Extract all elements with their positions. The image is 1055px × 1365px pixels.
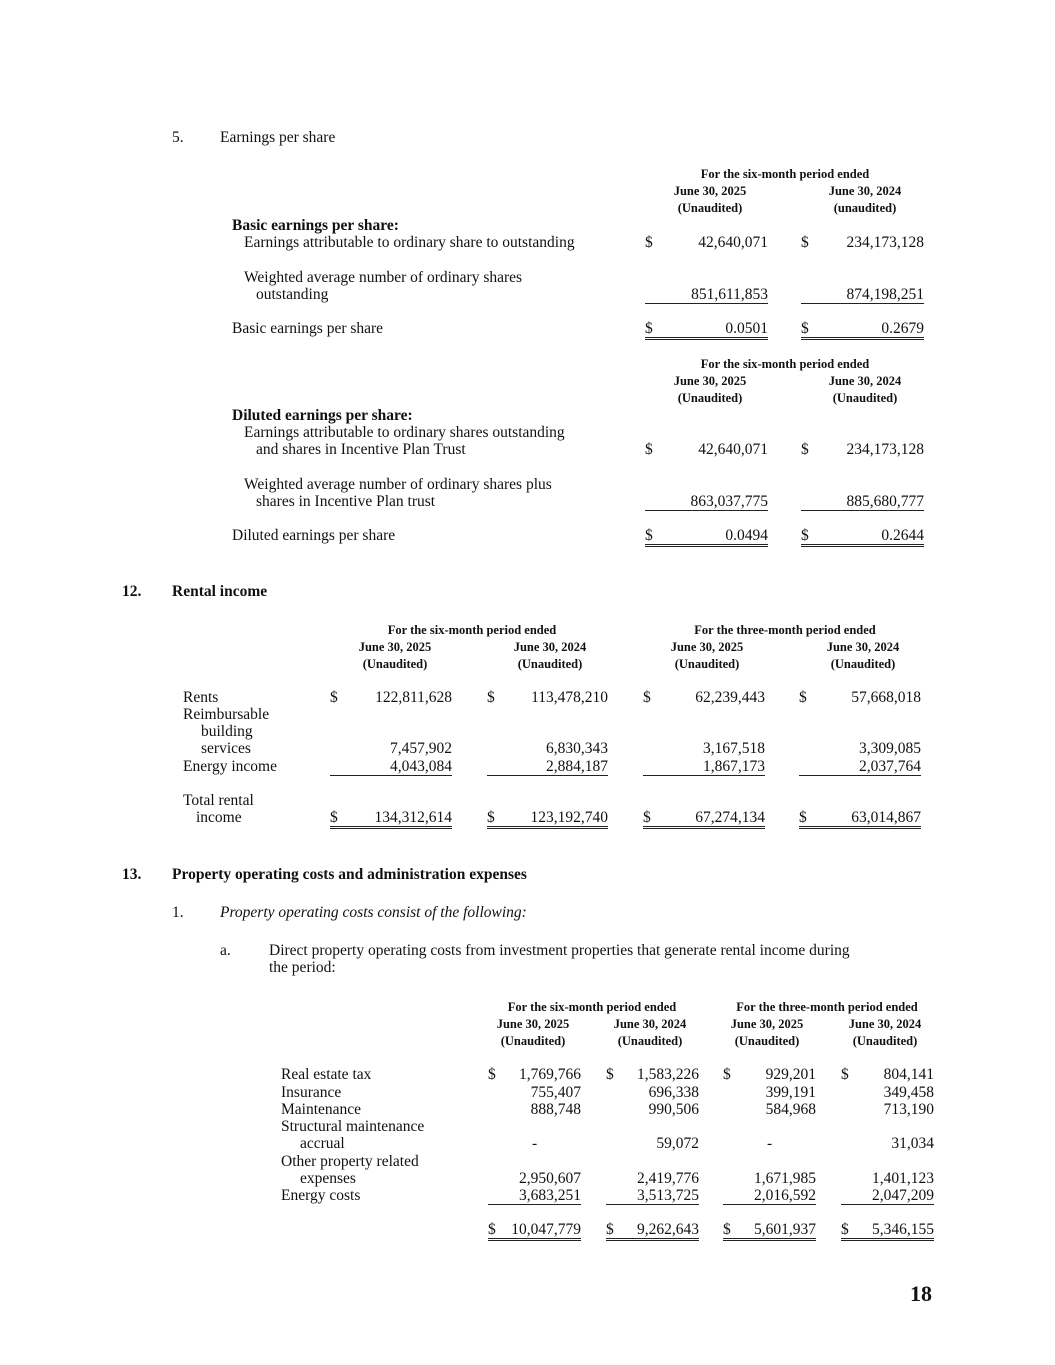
eps-diluted-shares-2024: 885,680,777 [801,493,924,511]
eps-diluted-eps-2024-cell [801,527,924,547]
eps-basic-earnings-2024: 234,173,128 [846,234,924,251]
eps-basic-period-header: For the six-month period ended [700,167,870,181]
eps-diluted-col2-date: June 30, 2024 [828,374,902,388]
rental-group1-header: For the six-month period ended [387,623,557,637]
eps-diluted-col2-status: (Unaudited) [832,391,898,405]
opcosts-total-c2: 9,262,643 [637,1221,699,1238]
eps-diluted-earnings-label-line2: and shares in Incentive Plan Trust [256,441,466,458]
eps-diluted-col1-date: June 30, 2025 [673,374,747,388]
rental-total-label-line2: income [196,809,242,826]
opcosts-item-text-line1: Direct property operating costs from investment properties that generate rental income during [269,942,850,959]
currency-symbol: $ [330,809,338,826]
opcosts-structural-label-line2: accrual [300,1135,345,1152]
rental-c3-date: June 30, 2025 [670,640,744,654]
eps-basic-col2-status: (unaudited) [833,201,897,215]
rental-section-title: Rental income [172,583,268,600]
eps-basic-col1-status: (Unaudited) [677,201,743,215]
rental-total-label-line1: Total rental [183,792,254,809]
currency-symbol: $ [799,809,807,826]
currency-symbol: $ [801,320,809,337]
rental-total-c2: 123,192,740 [530,809,608,826]
rental-total-c1-cell [330,809,452,829]
eps-diluted-period-header: For the six-month period ended [700,357,870,371]
currency-symbol: $ [330,689,338,706]
rental-c2-status: (Unaudited) [517,657,583,671]
opcosts-insurance-c1: 755,407 [530,1084,581,1101]
opcosts-total-c2-cell [606,1221,699,1241]
opcosts-c4-date: June 30, 2024 [848,1017,922,1031]
opcosts-maintenance-c4: 713,190 [883,1101,934,1118]
currency-symbol: $ [643,689,651,706]
opcosts-structural-c2: 59,072 [656,1135,699,1152]
eps-basic-earnings-2025: 42,640,071 [698,234,768,251]
currency-symbol: $ [487,809,495,826]
rental-c4-status: (Unaudited) [830,657,896,671]
rental-section-number: 12. [122,583,142,600]
opcosts-c3-status: (Unaudited) [734,1034,800,1048]
rental-c3-status: (Unaudited) [674,657,740,671]
rental-c1-status: (Unaudited) [362,657,428,671]
opcosts-tax-c3: 929,201 [765,1066,816,1083]
eps-diluted-shares-label-line1: Weighted average number of ordinary shares plus [244,476,552,493]
opcosts-maintenance-c1: 888,748 [530,1101,581,1118]
eps-basic-col2-date: June 30, 2024 [828,184,902,198]
eps-diluted-eps-2025: 0.0494 [725,527,768,544]
rental-rents-c1: 122,811,628 [375,689,452,706]
rental-total-c2-cell [487,809,608,829]
opcosts-structural-c1: - [532,1135,538,1152]
rental-reimb-c2: 6,830,343 [546,740,608,757]
currency-symbol: $ [841,1221,849,1238]
opcosts-structural-label-line1: Structural maintenance [281,1118,425,1135]
currency-symbol: $ [645,234,653,251]
opcosts-c2-date: June 30, 2024 [613,1017,687,1031]
opcosts-other-label-line1: Other property related [281,1153,419,1170]
opcosts-other-c1: 2,950,607 [519,1170,581,1187]
eps-diluted-col1-status: (Unaudited) [677,391,743,405]
opcosts-sub-title: Property operating costs consist of the following: [220,904,527,921]
eps-basic-shares-label-line2: outstanding [256,286,329,303]
rental-total-c3-cell [643,809,765,829]
eps-diluted-earnings-2024: 234,173,128 [846,441,924,458]
eps-diluted-eps-2025-cell [645,527,768,547]
currency-symbol: $ [645,320,653,337]
rental-reimb-c3: 3,167,518 [703,740,765,757]
eps-basic-eps-2024-cell [801,320,924,340]
opcosts-item-letter: a. [220,942,231,959]
opcosts-maintenance-label: Maintenance [281,1101,362,1118]
opcosts-total-c3-cell [723,1221,816,1241]
opcosts-other-label-line2: expenses [300,1170,356,1187]
eps-basic-eps-2025: 0.0501 [725,320,768,337]
opcosts-section-number: 13. [122,866,142,883]
opcosts-insurance-c4: 349,458 [883,1084,934,1101]
opcosts-structural-c4: 31,034 [891,1135,934,1152]
rental-rents-c3: 62,239,443 [695,689,765,706]
currency-symbol: $ [645,441,653,458]
rental-c2-date: June 30, 2024 [513,640,587,654]
opcosts-tax-c2: 1,583,226 [637,1066,699,1083]
eps-section-title: Earnings per share [220,129,336,146]
eps-basic-col1-date: June 30, 2025 [673,184,747,198]
rental-rents-c4: 57,668,018 [851,689,921,706]
opcosts-c1-status: (Unaudited) [500,1034,566,1048]
opcosts-other-c2: 2,419,776 [637,1170,699,1187]
currency-symbol: $ [799,689,807,706]
opcosts-sub-number: 1. [172,904,184,921]
rental-c1-date: June 30, 2025 [358,640,432,654]
eps-basic-earnings-label: Earnings attributable to ordinary share to outstanding [244,234,575,251]
opcosts-total-c1: 10,047,779 [511,1221,581,1238]
currency-symbol: $ [488,1221,496,1238]
eps-diluted-earnings-label-line1: Earnings attributable to ordinary shares outstanding [244,424,565,441]
opcosts-insurance-c2: 696,338 [648,1084,699,1101]
opcosts-tax-label: Real estate tax [281,1066,372,1083]
eps-basic-shares-2025: 851,611,853 [645,286,768,304]
eps-diluted-earnings-2025: 42,640,071 [698,441,768,458]
currency-symbol: $ [801,441,809,458]
opcosts-c1-date: June 30, 2025 [496,1017,570,1031]
opcosts-c3-date: June 30, 2025 [730,1017,804,1031]
eps-basic-eps-2024: 0.2679 [881,320,924,337]
eps-diluted-shares-2025: 863,037,775 [645,493,768,511]
opcosts-section-title: Property operating costs and administration expenses [172,866,527,883]
opcosts-energy-c3: 2,016,592 [723,1187,816,1205]
opcosts-tax-c1: 1,769,766 [519,1066,581,1083]
rental-c4-date: June 30, 2024 [826,640,900,654]
opcosts-other-c4: 1,401,123 [872,1170,934,1187]
currency-symbol: $ [606,1221,614,1238]
opcosts-c2-status: (Unaudited) [617,1034,683,1048]
opcosts-total-c1-cell [488,1221,581,1241]
opcosts-energy-c4: 2,047,209 [841,1187,934,1205]
rental-reimb-label-line3: services [201,740,251,757]
rental-energy-label: Energy income [183,758,277,775]
currency-symbol: $ [723,1066,731,1083]
eps-basic-shares-2024: 874,198,251 [801,286,924,304]
rental-reimb-c4: 3,309,085 [859,740,921,757]
rental-rents-label: Rents [183,689,219,706]
rental-energy-c4: 2,037,764 [799,758,921,776]
opcosts-other-c3: 1,671,985 [754,1170,816,1187]
rental-energy-c2: 2,884,187 [487,758,608,776]
rental-reimb-c1: 7,457,902 [390,740,452,757]
currency-symbol: $ [487,689,495,706]
eps-diluted-heading: Diluted earnings per share: [232,407,413,424]
opcosts-energy-c2: 3,513,725 [606,1187,699,1205]
opcosts-tax-c4: 804,141 [883,1066,934,1083]
opcosts-c4-status: (Unaudited) [852,1034,918,1048]
opcosts-structural-c3: - [767,1135,773,1152]
opcosts-total-c4: 5,346,155 [872,1221,934,1238]
rental-total-c4-cell [799,809,921,829]
rental-total-c1: 134,312,614 [374,809,452,826]
eps-basic-heading: Basic earnings per share: [232,217,399,234]
page-number: 18 [910,1281,932,1306]
currency-symbol: $ [841,1066,849,1083]
opcosts-insurance-label: Insurance [281,1084,342,1101]
currency-symbol: $ [643,809,651,826]
opcosts-energy-label: Energy costs [281,1187,361,1204]
opcosts-item-text-line2: the period: [269,959,336,976]
currency-symbol: $ [801,527,809,544]
eps-section-number: 5. [172,129,184,146]
eps-basic-eps-2025-cell [645,320,768,340]
rental-energy-c3: 1,867,173 [643,758,765,776]
opcosts-group2-header: For the three-month period ended [736,1000,918,1014]
rental-total-c3: 67,274,134 [695,809,765,826]
rental-energy-c1: 4,043,084 [330,758,452,776]
opcosts-total-c3: 5,601,937 [754,1221,816,1238]
rental-rents-c2: 113,478,210 [531,689,608,706]
eps-basic-eps-label: Basic earnings per share [232,320,384,337]
eps-diluted-eps-2024: 0.2644 [881,527,924,544]
eps-diluted-shares-label-line2: shares in Incentive Plan trust [256,493,436,510]
eps-diluted-eps-label: Diluted earnings per share [232,527,396,544]
eps-basic-shares-label-line1: Weighted average number of ordinary shares [244,269,523,286]
rental-group2-header: For the three-month period ended [694,623,876,637]
rental-reimb-label-line2: building [201,723,253,740]
currency-symbol: $ [606,1066,614,1083]
currency-symbol: $ [723,1221,731,1238]
currency-symbol: $ [645,527,653,544]
opcosts-maintenance-c3: 584,968 [765,1101,816,1118]
opcosts-insurance-c3: 399,191 [765,1084,816,1101]
opcosts-total-c4-cell [841,1221,934,1241]
currency-symbol: $ [488,1066,496,1083]
opcosts-group1-header: For the six-month period ended [507,1000,677,1014]
opcosts-energy-c1: 3,683,251 [488,1187,581,1205]
rental-total-c4: 63,014,867 [851,809,921,826]
opcosts-maintenance-c2: 990,506 [648,1101,699,1118]
currency-symbol: $ [801,234,809,251]
rental-reimb-label-line1: Reimbursable [183,706,270,723]
